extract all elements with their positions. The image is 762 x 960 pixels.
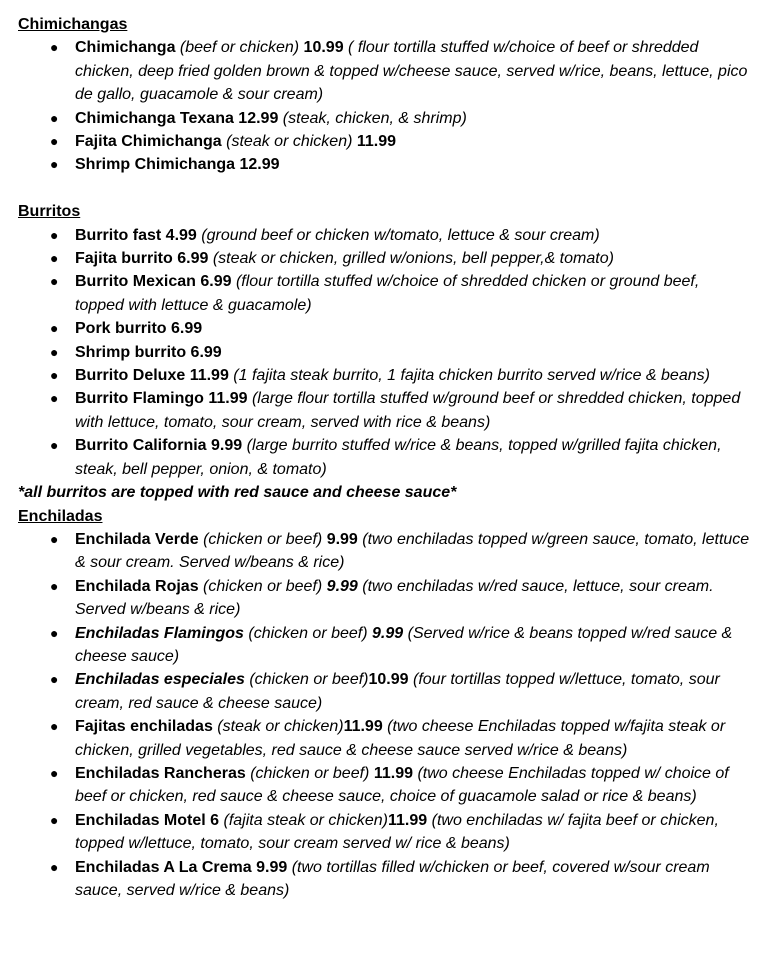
section-title-chimichangas: Chimichangas: [18, 16, 128, 33]
bullet-icon: ●: [50, 320, 59, 337]
list-item: [18, 341, 750, 364]
item-price: 11.99: [373, 764, 413, 782]
item-name: Fajita Chimichanga: [75, 133, 222, 151]
bullet-icon: ●: [50, 133, 59, 150]
item-name: Fajita burrito 6.99: [75, 250, 209, 268]
bullet-icon: ●: [50, 764, 59, 781]
item-name: Enchiladas Rancheras: [75, 764, 246, 782]
bullet-icon: ●: [50, 367, 59, 384]
bullet-icon: ●: [50, 624, 59, 641]
item-option: (steak or chicken): [217, 718, 344, 736]
bullet-icon: ●: [50, 109, 59, 126]
bullet-icon: ●: [50, 343, 59, 360]
bullet-icon: ●: [50, 437, 59, 454]
list-item: [18, 270, 750, 317]
item-option: (chicken or beef): [250, 764, 370, 782]
bullet-icon: ●: [50, 250, 59, 267]
item-description: (steak or chicken, grilled w/onions, bell pepper,& tomato): [212, 250, 614, 268]
item-name: Burrito California 9.99: [75, 437, 243, 455]
item-price: 9.99: [372, 624, 404, 642]
item-name: Fajitas enchiladas: [75, 718, 213, 736]
list-item: [18, 153, 750, 176]
list-item: [18, 809, 750, 856]
bullet-icon: ●: [50, 577, 59, 594]
spacer: [18, 177, 750, 200]
burritos-note: *all burritos are topped with red sauce and cheese sauce*: [18, 484, 457, 502]
bullet-icon: ●: [50, 226, 59, 243]
item-price: 10.99: [303, 39, 344, 57]
burritos-list: [18, 224, 750, 481]
list-item: [18, 387, 750, 434]
item-description: (1 fajita steak burrito, 1 fajita chicken burrito served w/rice & beans): [233, 367, 710, 385]
list-item: [18, 364, 750, 387]
item-name: Enchilada Rojas: [75, 577, 199, 595]
item-option: (chicken or beef): [203, 530, 323, 548]
list-item: [18, 36, 750, 106]
item-name: Pork burrito 6.99: [75, 320, 203, 338]
item-price: 10.99: [368, 671, 409, 689]
bullet-icon: ●: [50, 156, 59, 173]
list-item: [18, 247, 750, 270]
item-name: Enchilada Verde: [75, 530, 199, 548]
item-description: (large flour tortilla stuffed w/ground beef or shredded chicken, topped with lettuce, tomato, sour cream, served with rice & beans): [75, 390, 741, 431]
chimichangas-list: [18, 36, 750, 176]
item-description: (two enchiladas w/ fajita beef or chicken, topped w/lettuce, tomato, sour cream served w/ rice & beans): [75, 811, 719, 853]
item-name: Burrito Flamingo 11.99: [75, 390, 248, 408]
item-description: (two enchiladas topped w/green sauce, tomato, lettuce & sour cream. Served w/beans & rice): [75, 530, 750, 572]
item-option: (chicken or beef): [203, 577, 323, 595]
item-price: 9.99: [326, 577, 358, 595]
list-item: [18, 434, 750, 481]
bullet-icon: ●: [50, 390, 59, 407]
item-price: 11.99: [388, 811, 428, 829]
item-description: (two cheese Enchiladas topped w/fajita steak or chicken, grilled vegetables, red sauce & cheese sauce served w/rice & beans): [75, 718, 726, 759]
bullet-icon: ●: [50, 273, 59, 290]
item-name: Enchiladas Motel 6: [75, 811, 220, 829]
item-name: Shrimp Chimichanga 12.99: [75, 156, 280, 174]
list-item: [18, 528, 750, 575]
item-option: (beef or chicken): [179, 39, 300, 57]
item-description: (two enchiladas w/red sauce, lettuce, sour cream. Served w/beans & rice): [75, 577, 714, 619]
item-name: Enchiladas Flamingos: [75, 624, 244, 642]
item-price: 11.99: [343, 718, 383, 736]
item-option: (chicken or beef): [249, 671, 369, 689]
item-name: Chimichanga: [75, 39, 176, 57]
item-description: (ground beef or chicken w/tomato, lettuce & sour cream): [201, 226, 600, 244]
item-price: 9.99: [326, 530, 358, 548]
list-item: [18, 107, 750, 130]
item-description: (two cheese Enchiladas topped w/ choice of beef or chicken, red sauce & cheese sauce, choice of guacamole salad or rice & beans): [75, 764, 729, 806]
list-item: [18, 130, 750, 153]
list-item: [18, 575, 750, 622]
item-description: (steak, chicken, & shrimp): [282, 109, 467, 127]
item-name: Burrito fast 4.99: [75, 226, 197, 244]
item-option: (fajita steak or chicken): [223, 811, 389, 829]
bullet-icon: ●: [50, 858, 59, 875]
list-item: [18, 224, 750, 247]
list-item: [18, 762, 750, 809]
list-item: [18, 856, 750, 903]
item-name: Burrito Deluxe 11.99: [75, 367, 229, 385]
list-item: [18, 715, 750, 762]
item-description: (four tortillas topped w/lettuce, tomato, sour cream, red sauce & cheese sauce): [75, 671, 720, 712]
item-name: Enchiladas especiales: [75, 671, 245, 689]
item-description: (Served w/rice & beans topped w/red sauce & cheese sauce): [75, 624, 733, 665]
section-title-enchiladas: Enchiladas: [18, 507, 103, 525]
item-price: 11.99: [356, 133, 397, 151]
item-name: Chimichanga Texana 12.99: [75, 109, 279, 127]
item-description: ( flour tortilla stuffed w/choice of beef or shredded chicken, deep fried golden brown & topped w/cheese sauce, served w/rice, beans, lettuce, pico de gallo, guacamole & sour cream): [75, 39, 748, 104]
bullet-icon: ●: [50, 671, 59, 688]
item-option: (chicken or beef): [248, 624, 368, 642]
item-name: Shrimp burrito 6.99: [75, 343, 222, 361]
item-description: (two tortillas filled w/chicken or beef, covered w/sour cream sauce, served w/rice & beans): [75, 858, 710, 900]
enchiladas-list: [18, 528, 750, 903]
item-option: (steak or chicken): [226, 133, 353, 151]
list-item: [18, 622, 750, 669]
list-item: [18, 317, 750, 340]
bullet-icon: ●: [50, 811, 59, 828]
list-item: [18, 668, 750, 715]
item-description: (large burrito stuffed w/rice & beans, topped w/grilled fajita chicken, steak, bell pepper, onion, & tomato): [75, 437, 722, 478]
bullet-icon: ●: [50, 530, 59, 547]
item-name: Enchiladas A La Crema 9.99: [75, 858, 288, 876]
bullet-icon: ●: [50, 718, 59, 735]
item-description: (flour tortilla stuffed w/choice of shredded chicken or ground beef, topped with lettuce & guacamole): [75, 273, 700, 314]
bullet-icon: ●: [50, 39, 59, 56]
item-name: Burrito Mexican 6.99: [75, 273, 232, 291]
section-title-burritos: Burritos: [18, 203, 81, 221]
